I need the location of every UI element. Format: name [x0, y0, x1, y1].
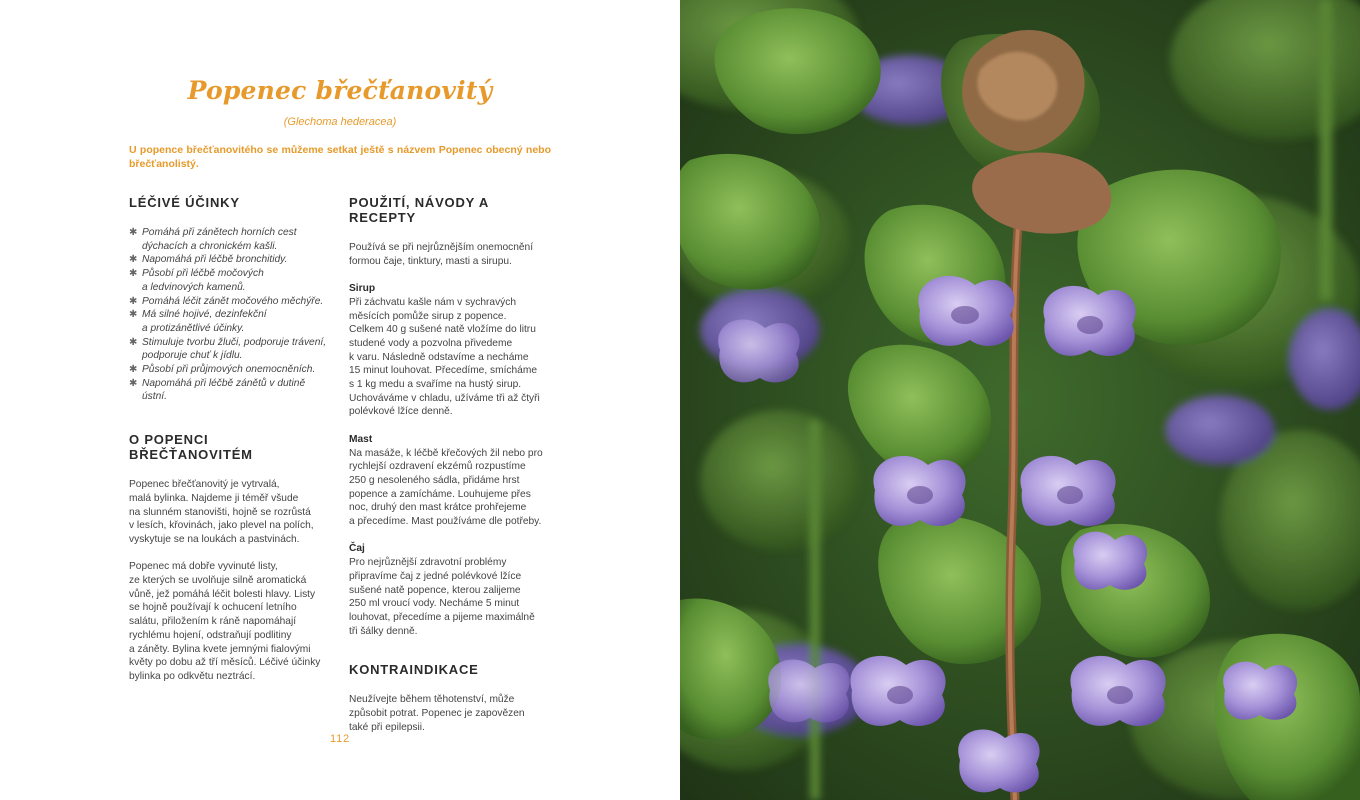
text-line: Na masáže, k léčbě křečových žil nebo pro: [349, 447, 543, 459]
text-line: formou čaje, tinktury, masti a sirupu.: [349, 255, 512, 267]
asterisk-icon: ✱: [129, 309, 138, 321]
text-line: studené vody a pozvolna přivedeme: [349, 337, 513, 349]
about-paragraph: [129, 560, 334, 683]
text-line: rychlému hojení, odstraňují podlitiny: [129, 629, 292, 641]
text-line: s 1 kg medu a svaříme na hustý sirup.: [349, 379, 522, 391]
usage-intro: [349, 241, 554, 268]
left-column: [129, 195, 334, 684]
contra-heading: KONTRAINDIKACE: [349, 662, 479, 678]
text-line: Používá se při nejrůznějším onemocnění: [349, 242, 534, 253]
text-line: 250 ml vroucí vody. Necháme 5 minut: [349, 598, 520, 610]
recipe-title: Mast: [349, 433, 373, 445]
text-line: v lesích, křovinách, jako plevel na polích,: [129, 520, 314, 532]
text-line: rychlejší ozdravení ekzémů rozpustíme: [349, 461, 526, 473]
text-line: Neužívejte během těhotenství, může: [349, 694, 515, 706]
about-heading: O POPENCI BŘEČŤANOVITÉM: [129, 432, 253, 463]
effect-line: Napomáhá při léčbě bronchitidy.: [142, 254, 288, 266]
right-page: [680, 0, 1360, 800]
asterisk-icon: ✱: [129, 336, 138, 348]
effect-item: [129, 267, 334, 294]
effects-list: [129, 226, 334, 404]
usage-body: [349, 241, 554, 638]
asterisk-icon: ✱: [129, 377, 138, 389]
text-line: Při záchvatu kašle nám v sychravých: [349, 296, 517, 308]
effect-line: Má silné hojivé, dezinfekční: [142, 309, 267, 321]
text-line: a přecedíme. Mast používáme dle potřeby.: [349, 516, 542, 528]
text-line: Popenec má dobře vyvinuté listy,: [129, 561, 278, 573]
text-line: ze kterých se uvolňuje silně aromatická: [129, 575, 307, 587]
text-line: polévkové lžíce denně.: [349, 406, 453, 418]
text-line: Uchováváme v chladu, užíváme tři až čtyři: [349, 392, 540, 404]
text-line: způsobit potrat. Popenec je zapovězen: [349, 708, 525, 720]
contra-text: [349, 693, 554, 734]
right-column: [349, 195, 554, 734]
asterisk-icon: ✱: [129, 227, 138, 238]
effect-item: [129, 336, 334, 363]
page-title: Popenec břečťanovitý: [187, 76, 493, 105]
about-body: [129, 478, 334, 684]
effect-line: Stimuluje tvorbu žluči, podporuje trávení,: [142, 336, 327, 348]
effect-line: ústní.: [142, 391, 167, 403]
text-line: sušené natě popence, kterou zalijeme: [349, 584, 521, 596]
text-line: Celkem 40 g sušené natě vložíme do litru: [349, 324, 536, 336]
recipe-text: [349, 447, 554, 529]
text-line: bylinka po odkvětu neztrácí.: [129, 670, 256, 682]
effect-item: [129, 295, 334, 309]
text-line: květy po dobu až tří měsíců. Léčivé účinky: [129, 657, 321, 669]
effect-item: [129, 363, 334, 377]
effect-item: [129, 226, 334, 253]
recipe-text: [349, 296, 554, 419]
text-line: tři šálky denně.: [349, 625, 418, 637]
text-line: se hojně používají k ochucení letního: [129, 602, 297, 614]
text-line: Popenec břečťanovitý je vytrvalá,: [129, 479, 280, 491]
effect-line: Působí při léčbě močových: [142, 268, 264, 280]
text-line: popence a zamícháme. Louhujeme přes: [349, 488, 531, 500]
text-line: vyskytuje se na loukách a pastvinách.: [129, 533, 300, 545]
text-line: připravíme čaj z jedné polévkové lžíce: [349, 570, 522, 582]
effect-line: dýchacích a chronickém kašli.: [142, 240, 278, 252]
effect-item: [129, 253, 334, 267]
page-number: 112: [330, 733, 350, 745]
recipe-title: Sirup: [349, 283, 376, 295]
effect-item: [129, 308, 334, 335]
asterisk-icon: ✱: [129, 268, 138, 280]
effect-line: Napomáhá při léčbě zánětů v dutině: [142, 377, 306, 389]
latin-name: (Glechoma hederacea): [283, 116, 397, 128]
text-line: malá bylinka. Najdeme ji téměř všude: [129, 492, 299, 504]
asterisk-icon: ✱: [129, 254, 138, 266]
effect-line: Působí při průjmových onemocněních.: [142, 364, 316, 376]
text-line: také při epilepsii.: [349, 721, 425, 733]
text-line: Pro nejrůznější zdravotní problémy: [349, 557, 507, 569]
recipe-title: Čaj: [349, 543, 365, 555]
effect-line: Pomáhá léčit zánět močového měchýře.: [142, 295, 324, 307]
text-line: na slunném stanovišti, hojně se rozrůstá: [129, 506, 311, 518]
effect-line: podporuje chuť k jídlu.: [142, 350, 243, 362]
effect-line: a ledvinových kamenů.: [142, 281, 246, 293]
text-line: salátu, přiložením k ráně napomáhají: [129, 616, 297, 628]
text-line: noc, druhý den mast krátce prohřejeme: [349, 502, 527, 514]
usage-heading: POUŽITÍ, NÁVODY A RECEPTY: [349, 195, 489, 225]
intro-text: U popence břečťanovitého se můžeme setkat ještě s názvem Popenec obecný nebo břečťanolistý.: [129, 144, 551, 170]
effects-heading: LÉČIVÉ ÚČINKY: [129, 195, 240, 210]
text-line: a záněty. Bylina kvete jemnými fialovými: [129, 643, 311, 655]
effect-line: a protizánětlivé účinky.: [142, 322, 245, 334]
text-line: 15 minut louhovat. Přecedíme, smícháme: [349, 365, 537, 377]
text-line: měsících pomůže sirup z popence.: [349, 310, 507, 322]
text-line: louhovat, přecedíme a pijeme maximálně: [349, 611, 535, 623]
text-line: 250 g nesoleného sádla, přidáme hrst: [349, 474, 520, 486]
text-line: vůně, jež pomáhá léčit bolesti hlavy. Listy: [129, 588, 316, 600]
ground-ivy-photo: [680, 0, 1360, 800]
asterisk-icon: ✱: [129, 295, 138, 307]
recipe-text: [349, 556, 554, 638]
asterisk-icon: ✱: [129, 364, 138, 376]
contra-body: [349, 693, 554, 734]
effect-item: [129, 377, 334, 404]
about-paragraph: [129, 478, 334, 547]
text-line: k varu. Následně odstavíme a necháme: [349, 351, 529, 363]
effect-line: Pomáhá při zánětech horních cest: [142, 227, 297, 238]
